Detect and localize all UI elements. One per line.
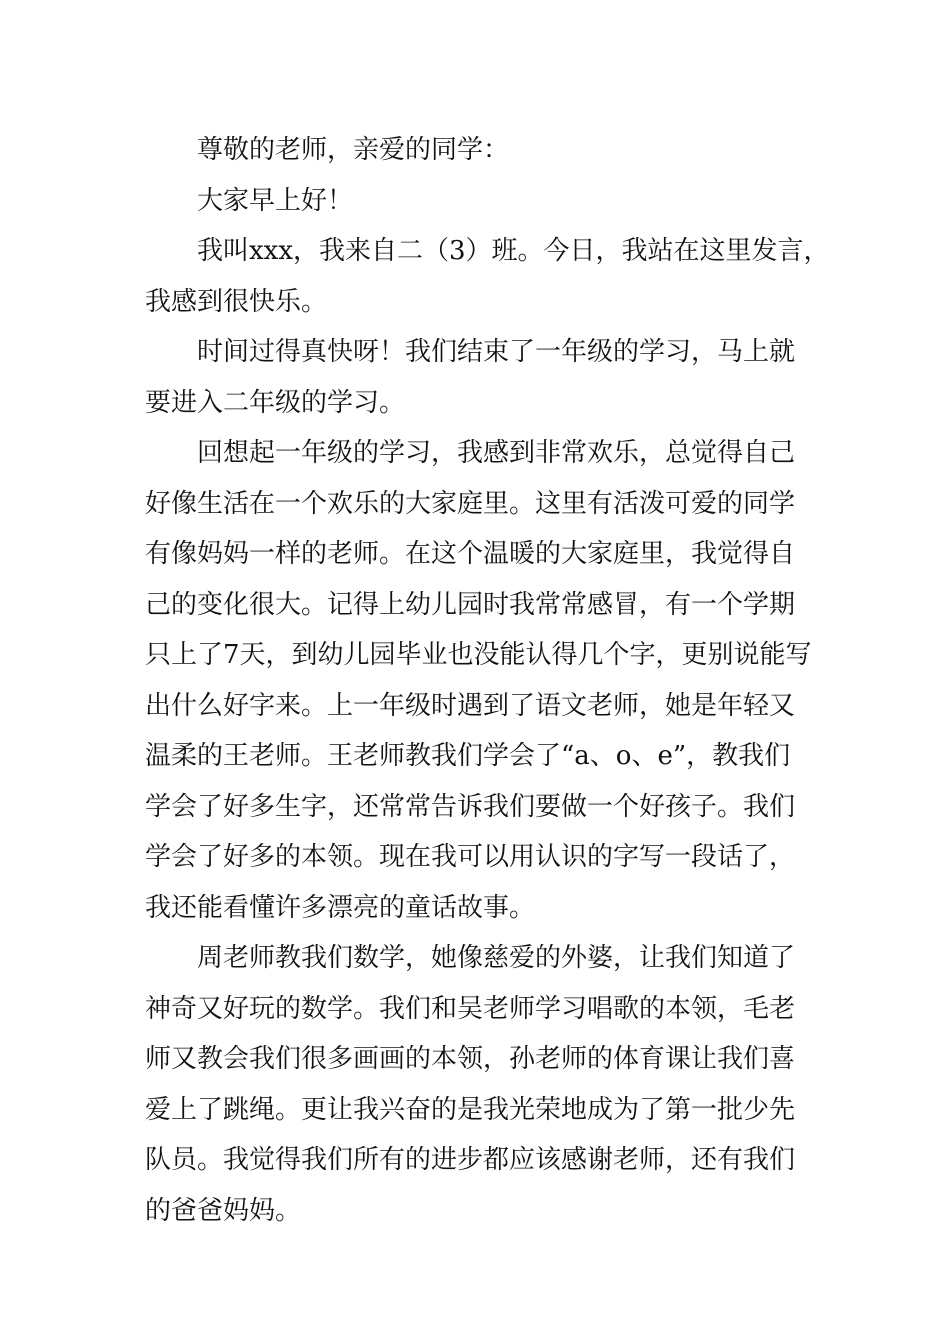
teachers-paragraph [145,933,815,1236]
text-line: 回想起一年级的学习，我感到非常欢乐，总觉得自己 [197,438,796,468]
text-line: 好像生活在一个欢乐的大家庭里。这里有活泼可爱的同学 [145,488,796,519]
text-line: 我叫xxx，我来自二（3）班。今日，我站在这里发言， [197,236,830,266]
speech-text [145,125,830,1236]
introduction-paragraph [145,226,830,327]
text-line: 己的变化很大。记得上幼儿园时我常常感冒，有一个学期 [145,589,796,620]
text-line: 学会了好多的本领。现在我可以用认识的字写一段话了， [145,842,796,872]
good-morning-paragraph [145,176,815,227]
text-line: 师又教会我们很多画画的本领，孙老师的体育课让我们喜 [145,1044,796,1074]
text-line: 尊敬的老师，亲爱的同学： [197,135,510,165]
text-line: 温柔的王老师。王老师教我们学会了“a、o、e”，教我们 [145,741,791,771]
text-line: 只上了7天，到幼儿园毕业也没能认得几个字，更别说能写 [145,640,812,670]
text-line: 大家早上好！ [197,185,354,216]
text-line: 有像妈妈一样的老师。在这个温暖的大家庭里，我觉得自 [145,539,796,569]
text-line: 时间过得真快呀！我们结束了一年级的学习，马上就 [197,337,796,367]
text-line: 的爸爸妈妈。 [145,1195,302,1226]
recollection-paragraph [145,428,815,933]
text-line: 学会了好多生字，还常常告诉我们要做一个好孩子。我们 [145,791,796,822]
text-line: 神奇又好玩的数学。我们和吴老师学习唱歌的本领，毛老 [145,993,796,1024]
text-line: 我感到很快乐。 [145,286,328,317]
text-line: 要进入二年级的学习。 [145,387,406,418]
text-line: 队员。我觉得我们所有的进步都应该感谢老师，还有我们 [145,1145,796,1175]
text-line: 出什么好字来。上一年级时遇到了语文老师，她是年轻又 [145,690,796,721]
greeting-paragraph [145,125,815,176]
text-line: 周老师教我们数学，她像慈爱的外婆，让我们知道了 [197,943,796,973]
text-line: 爱上了跳绳。更让我兴奋的是我光荣地成为了第一批少先 [145,1094,796,1125]
time-paragraph [145,327,815,428]
text-line: 我还能看懂许多漂亮的童话故事。 [145,892,536,923]
